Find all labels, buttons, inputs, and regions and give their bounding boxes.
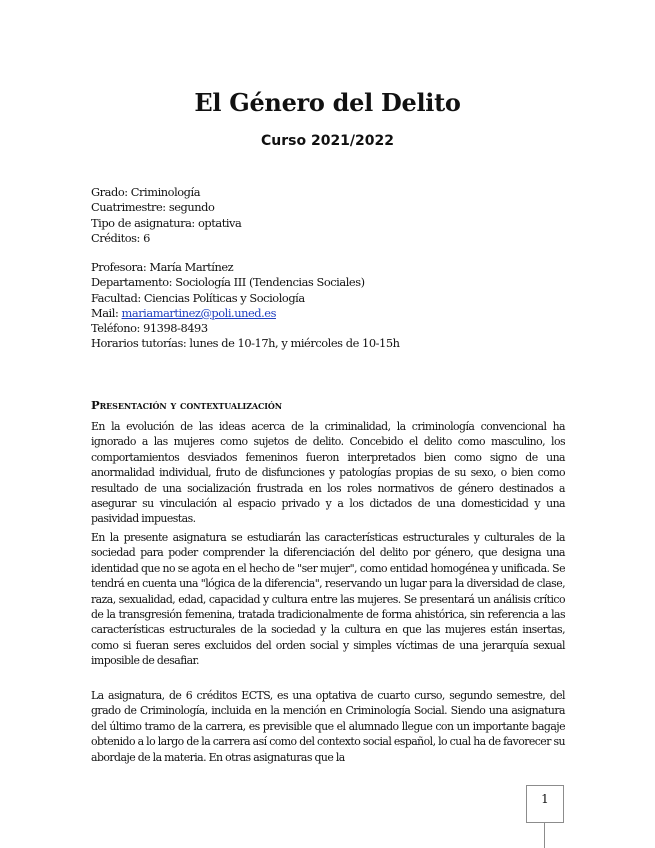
tutoring-hours: Horarios tutorías: lunes de 10-17h, y miércoles de 10-15h bbox=[91, 336, 400, 351]
document-title: El Género del Delito bbox=[194, 88, 461, 117]
document-subtitle: Curso 2021/2022 bbox=[260, 133, 394, 149]
course-credits: Créditos: 6 bbox=[91, 230, 150, 245]
course-info-block bbox=[91, 185, 241, 246]
mail-link[interactable]: mariamartinez@poli.uned.es bbox=[121, 305, 276, 320]
paragraph-1 bbox=[91, 419, 565, 527]
paragraph-text: La asignatura, de 6 créditos ECTS, es una optativa de cuarto curso, segundo semestre, del grado de Criminología, incluida en la mención en Criminología Social. Siendo una asignatura del último tramo de la carrera, es previsible que el alumnado llegue con un importante bagaje obtenido a lo largo de la carrera así como del contexto social español, lo cual ha de favorecer su abordaje de la materia. En otras asignaturas que la bbox=[91, 689, 565, 764]
paragraph-3 bbox=[91, 688, 565, 765]
page-number-box bbox=[526, 785, 564, 823]
mail-label: Mail: bbox=[91, 305, 122, 320]
department: Departamento: Sociología III (Tendencias Sociales) bbox=[91, 275, 365, 290]
page-number-line bbox=[544, 823, 545, 848]
course-type: Tipo de asignatura: optativa bbox=[91, 215, 242, 230]
section-heading: Presentación y contextualización bbox=[91, 398, 282, 412]
paragraph-text: En la presente asignatura se estudiarán las características estructurales y culturales de la sociedad para poder comprender la diferenciación del delito por género, que designa una identidad que no se agota en el hecho de "ser mujer", como entidad homogénea y unificada. Se tendrá en cuenta una "lógica de la diferencia", reservando un lugar para la diversidad de clase, raza, sexualidad, edad, capacidad y cultura entre las mujeres. Se presentará un análisis crítico de la transgresión femenina, tratada tradicionalmente de forma ahistórica, sin referencia a las características estructurales de la sociedad y la cultura en que las mujeres están insertas, como si fueran seres excluidos del orden social y simples víctimas de una jerarquía sexual imposible de desafiar. bbox=[91, 531, 565, 668]
course-term: Cuatrimestre: segundo bbox=[91, 200, 215, 215]
course-degree: Grado: Criminología bbox=[91, 185, 201, 199]
paragraph-2 bbox=[91, 530, 565, 669]
phone: Teléfono: 91398-8493 bbox=[91, 321, 208, 336]
mail-line bbox=[91, 306, 400, 321]
page-number: 1 bbox=[541, 792, 549, 806]
teacher-name: Profesora: María Martínez bbox=[91, 260, 234, 274]
faculty: Facultad: Ciencias Políticas y Sociología bbox=[91, 290, 305, 305]
contact-block bbox=[91, 260, 400, 352]
paragraph-text: En la evolución de las ideas acerca de la criminalidad, la criminología convencional ha ignorado a las mujeres como sujetos de delito. Concebido el delito como masculino, los comportamientos desviados femeninos fueron interpretados bien como signo de una anormalidad individual, fruto de disfunciones y patologías propias de su sexo, o bien como resultado de una socialización frustrada en los roles normativos de género destinados a asegurar su vinculación al espacio privado y a los dictados de una domesticidad y una pasividad impuestas. bbox=[91, 420, 565, 526]
